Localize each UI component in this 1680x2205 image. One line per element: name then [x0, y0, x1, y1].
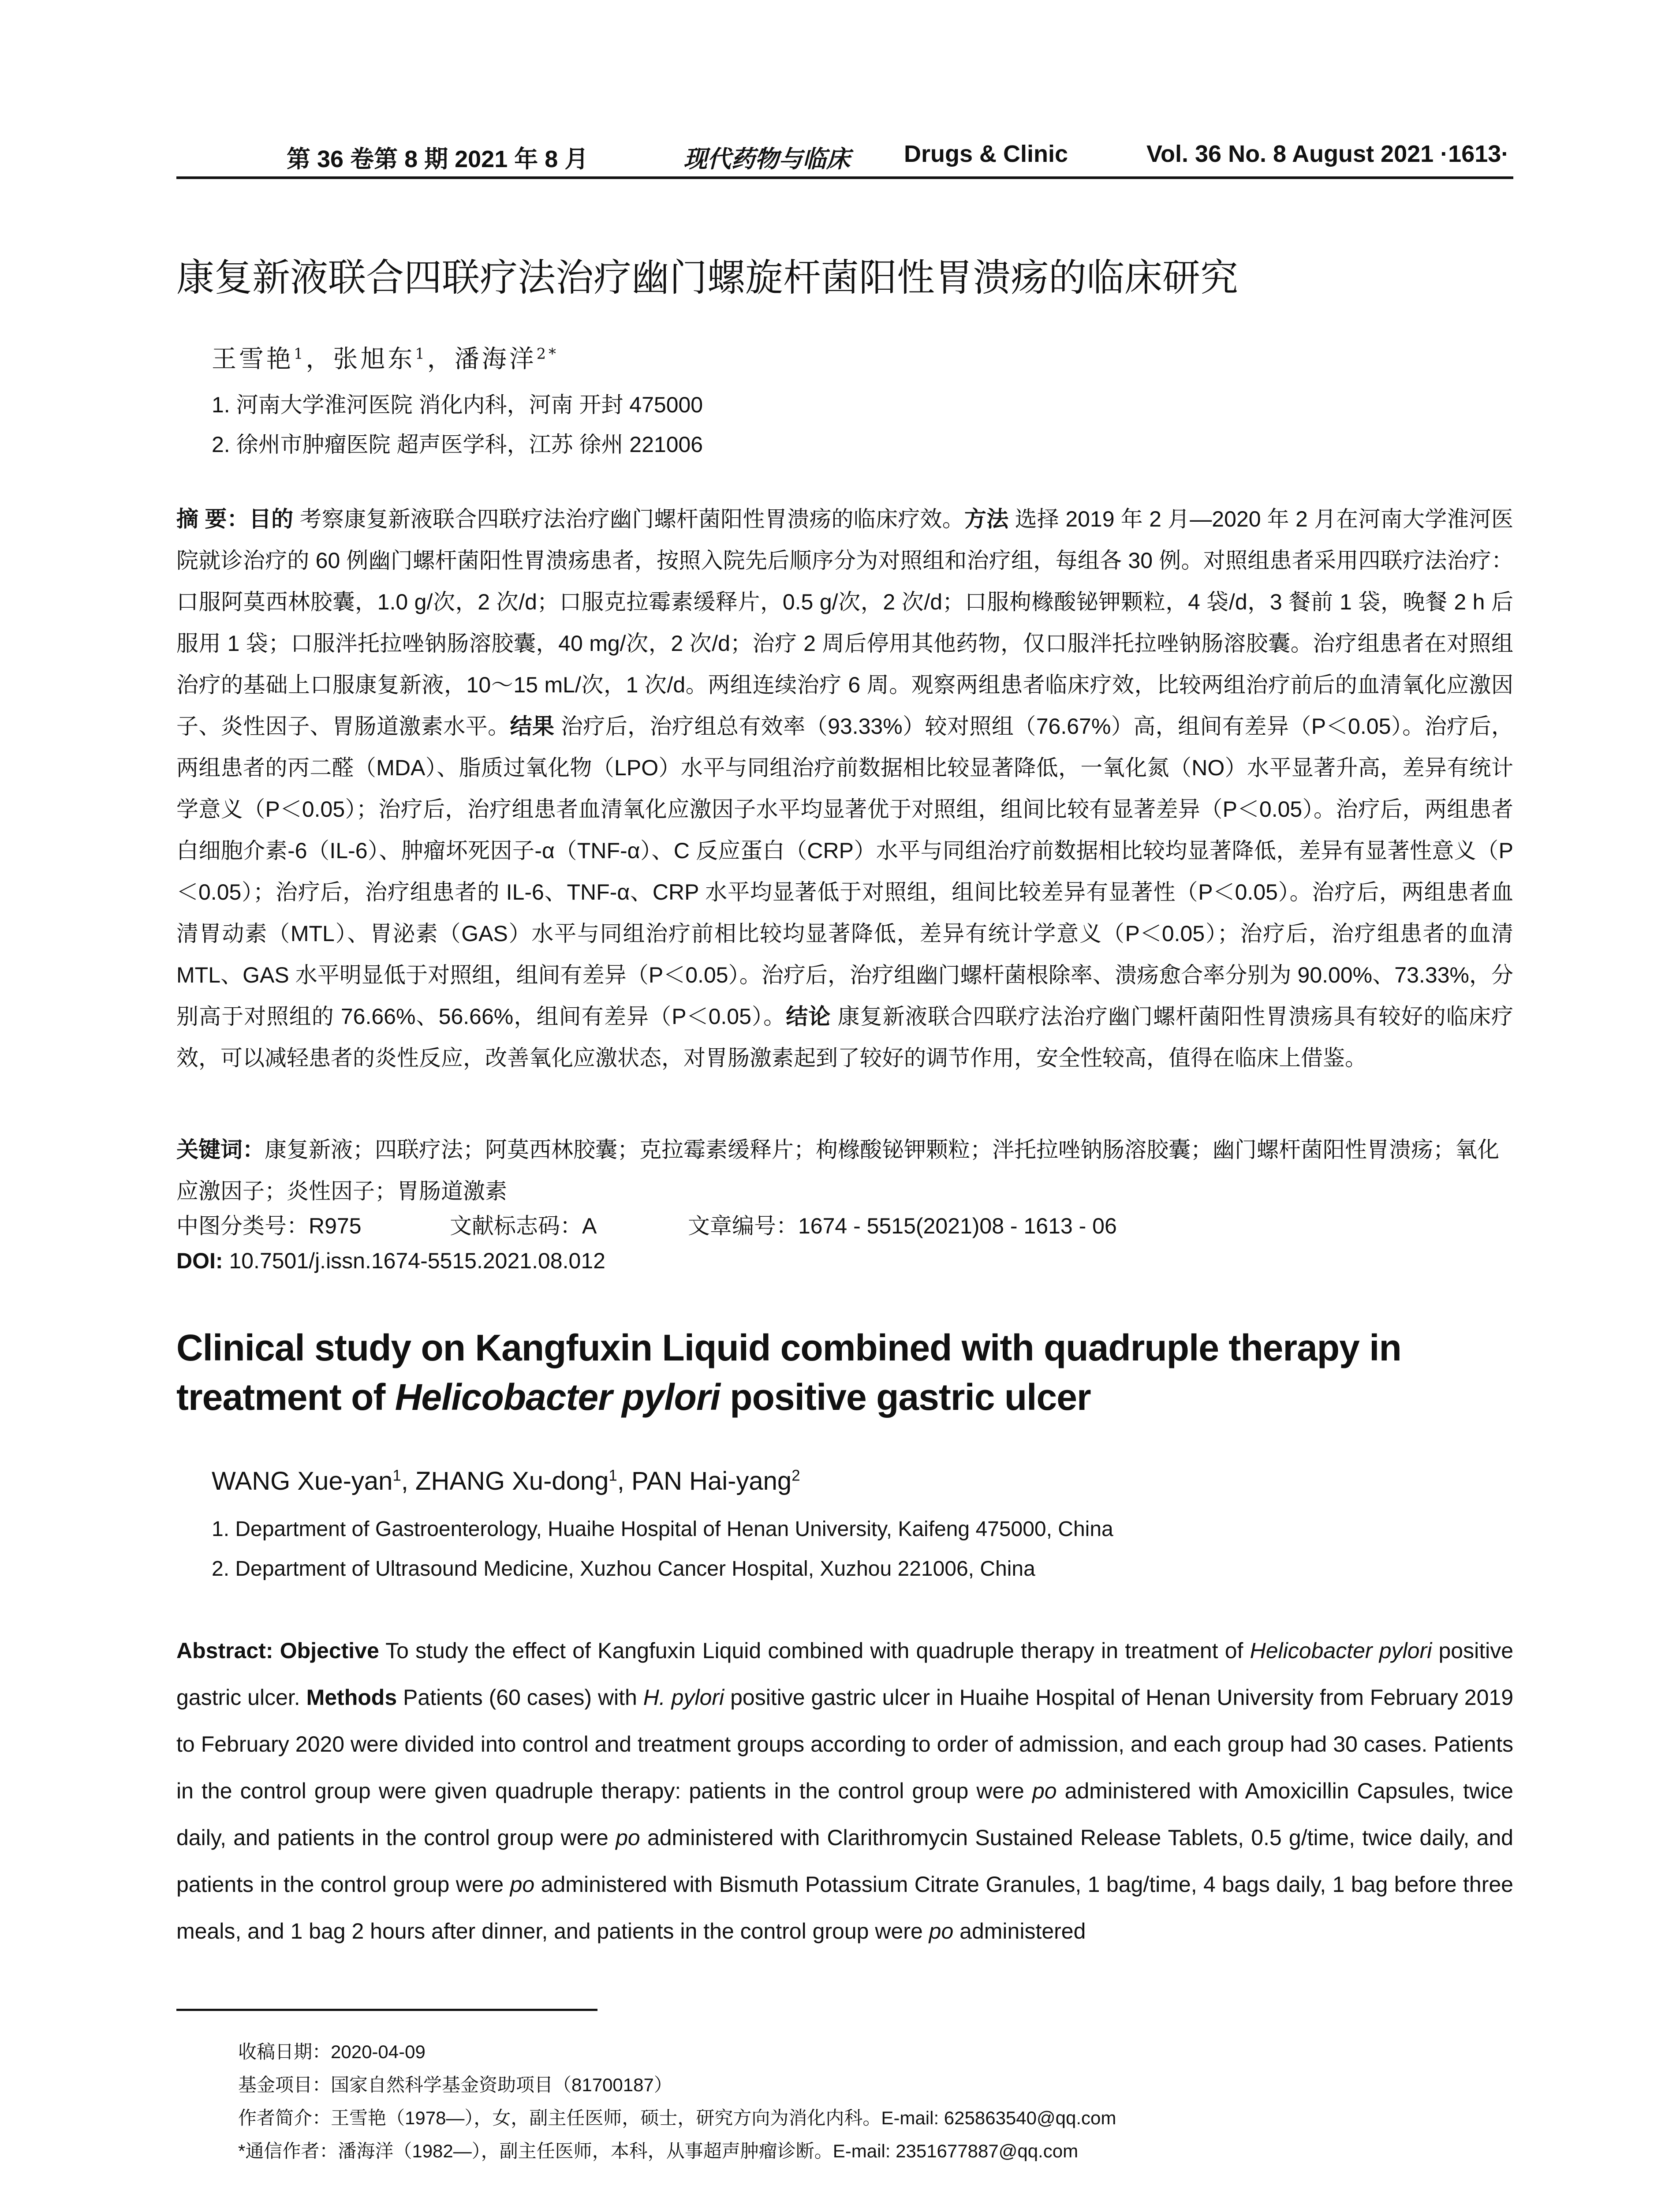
header-journal-en: Drugs & Clinic — [904, 141, 1068, 167]
title-en-italic: Helicobacter pylori — [395, 1376, 720, 1418]
po-italic: po — [929, 1919, 954, 1943]
doi-value: 10.7501/j.issn.1674-5515.2021.08.012 — [223, 1248, 605, 1273]
abstract-cn-label: 摘 要： — [176, 507, 249, 531]
methods-en-text: administered — [953, 1919, 1086, 1943]
article-title-en — [176, 1323, 1513, 1422]
affiliation-cn-2: 2. 徐州市肿瘤医院 超声医学科，江苏 徐州 221006 — [212, 432, 703, 457]
author-name: 潘海洋 — [454, 345, 537, 374]
objective-text: 考察康复新液联合四联疗法治疗幽门螺杆菌阳性胃溃疡的临床疗效。 — [293, 507, 965, 531]
results-text: 治疗后，治疗组总有效率（93.33%）较对照组（76.67%）高，组间有差异（P＜0.05）。治疗后，两组患者的丙二醛（MDA）、脂质过氧化物（LPO）水平与同组治疗前数据相比较显著降低，一氧化氮（NO）水平显著升高，差异有统计学意义（P＜0.05）；治疗后，治疗组患者血清氧化应激因子水平均显著优于对照组，组间比较有显著差异（P＜0.05）。治疗后，两组患者白细胞介素-6（IL-6）、肿瘤坏死因子-α（TNF-α）、C 反应蛋白（CRP）水平与同组治疗前数据相比较均显著降低，差异有显著性意义（P＜0.05）；治疗后，治疗组患者的 IL-6、TNF-α、CRP 水平均显著低于对照组，组间比较差异有显著性（P＜0.05）。治疗后，两组患者血清胃动素（MTL）、胃泌素（GAS）水平与同组治疗前相比较均显著降低，差异有统计学意义（P＜0.05）；治疗后，治疗组患者的血清 MTL、GAS 水平明显低于对照组，组间有差异（P＜0.05）。治疗后，治疗组幽门螺杆菌根除率、溃疡愈合率分别为 90.00%、73.33%，分别高于对照组的 76.66%、56.66%，组间有差异（P＜0.05）。 — [176, 714, 1514, 1029]
author-sup: 1 — [415, 345, 427, 363]
keywords-cn — [176, 1129, 1513, 1212]
abstract-en — [176, 1627, 1513, 1955]
conclusion-label: 结论 — [786, 1004, 831, 1029]
doi-label: DOI: — [176, 1248, 223, 1273]
doc-code: 文献标志码：A — [450, 1214, 597, 1238]
methods-en-label: Methods — [306, 1685, 397, 1710]
author-sup: 1 — [609, 1467, 617, 1484]
footnote-received: 收稿日期：2020-04-09 — [238, 2041, 426, 2062]
author-name: , PAN Hai-yang — [617, 1467, 792, 1495]
author-name: , ZHANG Xu-dong — [401, 1467, 609, 1495]
header-issue-cn: 第 36 卷第 8 期 2021 年 8 月 — [287, 146, 589, 172]
keywords-text: 康复新液；四联疗法；阿莫西林胶囊；克拉霉素缓释片；枸橼酸铋钾颗粒；泮托拉唑钠肠溶胶囊；幽门螺杆菌阳性胃溃疡；氧化应激因子；炎性因子；胃肠道激素 — [176, 1137, 1499, 1203]
objective-en-text: positive gastric ulcer. — [176, 1638, 1513, 1710]
header-journal-cn: 现代药物与临床 — [683, 145, 850, 173]
header-rule — [176, 176, 1513, 179]
article-number: 文章编号：1674 - 5515(2021)08 - 1613 - 06 — [688, 1214, 1117, 1238]
author-sup: 1 — [294, 345, 306, 363]
po-italic: po — [1032, 1779, 1057, 1803]
keywords-label: 关键词： — [176, 1137, 265, 1162]
objective-label: 目的 — [249, 507, 294, 531]
footnote-corresponding: *通信作者：潘海洋（1982—），副主任医师，本科，从事超声肿瘤诊断。E-mail: 2351677887@qq.com — [238, 2141, 1079, 2161]
objective-en-text: To study the effect of Kangfuxin Liquid combined with quadruple therapy in treatment of — [379, 1638, 1250, 1663]
abstract-en-label: Abstract: Objective — [176, 1638, 379, 1663]
authors-cn: 王雪艳$^1$，张旭东$^1$，潘海洋$^{2*}$ — [212, 345, 559, 374]
methods-en-text: administered with Bismuth Potassium Citrate Granules, 1 bag/time, 4 bags daily, 1 bag before three meals, and 1 bag 2 hours after dinner, and patients in the control group were — [176, 1872, 1513, 1943]
running-header — [176, 140, 1509, 176]
title-en-part: Clinical study on Kangfuxin Liquid combined with quadruple therapy in treatment of — [176, 1327, 1401, 1418]
po-italic: po — [510, 1872, 535, 1897]
methods-en-text: administered with Amoxicillin Capsules, twice daily, and patients in the control group were — [176, 1779, 1513, 1850]
objective-en-italic: Helicobacter pylori — [1250, 1638, 1432, 1663]
affiliation-en-2: 2. Department of Ultrasound Medicine, Xuzhou Cancer Hospital, Xuzhou 221006, China — [212, 1557, 1035, 1581]
author-name: WANG Xue-yan — [212, 1467, 393, 1495]
po-italic: po — [616, 1825, 640, 1850]
methods-en-text: administered with Clarithromycin Sustained Release Tablets, 0.5 g/time, twice daily, and patients in the control group were — [176, 1825, 1513, 1897]
author-name: 张旭东 — [333, 345, 415, 374]
title-en-part: positive gastric ulcer — [720, 1376, 1091, 1418]
clc-code: 中图分类号：R975 — [176, 1214, 362, 1238]
author-sup: 2* — [536, 345, 559, 363]
footnote-author-bio: 作者简介：王雪艳（1978—），女，副主任医师，硕士，研究方向为消化内科。E-mail: 625863540@qq.com — [238, 2108, 1116, 2128]
results-label: 结果 — [510, 714, 555, 739]
footnote-rule — [176, 2009, 597, 2011]
methods-en-text: Patients (60 cases) with — [397, 1685, 643, 1710]
doi — [176, 1248, 605, 1274]
conclusion-text: 康复新液联合四联疗法治疗幽门螺杆菌阳性胃溃疡具有较好的临床疗效，可以减轻患者的炎性反应，改善氧化应激状态，对胃肠激素起到了较好的调节作用，安全性较高，值得在临床上借鉴。 — [176, 1004, 1514, 1070]
affiliation-cn-1: 1. 河南大学淮河医院 消化内科，河南 开封 475000 — [212, 392, 703, 417]
abstract-cn — [176, 498, 1513, 1079]
classification-line — [176, 1208, 1117, 1240]
authors-en — [212, 1466, 800, 1496]
author-name: 王雪艳 — [212, 345, 294, 374]
header-issue-en: Vol. 36 No. 8 August 2021 ·1613· — [1146, 141, 1509, 167]
methods-label: 方法 — [964, 507, 1009, 531]
footnote-fund: 基金项目：国家自然科学基金资助项目（81700187） — [238, 2074, 672, 2095]
methods-en-italic: H. pylori — [643, 1685, 724, 1710]
author-sup: 1 — [392, 1467, 401, 1484]
methods-en-text: positive gastric ulcer in Huaihe Hospital of Henan University from February 2019 to February 2020 were divided into control and treatment groups according to order of admission, and each group had 30 cases. Patients in the control group were given quadruple therapy: patients in the control group were — [176, 1685, 1514, 1803]
methods-text: 选择 2019 年 2 月—2020 年 2 月在河南大学淮河医院就诊治疗的 60 例幽门螺杆菌阳性胃溃疡患者，按照入院先后顺序分为对照组和治疗组，每组各 30 例。对照组患者采用四联疗法治疗：口服阿莫西林胶囊，1.0 g/次，2 次/d；口服克拉霉素缓释片，0.5 g/次，2 次/d；口服枸橼酸铋钾颗粒，4 袋/d，3 餐前 1 袋，晚餐 2 h 后服用 1 袋；口服泮托拉唑钠肠溶胶囊，40 mg/次，2 次/d；治疗 2 周后停用其他药物，仅口服泮托拉唑钠肠溶胶囊。治疗组患者在对照组治疗的基础上口服康复新液，10～15 mL/次，1 次/d。两组连续治疗 6 周。观察两组患者临床疗效，比较两组治疗前后的血清氧化应激因子、炎性因子、胃肠道激素水平。 — [176, 507, 1514, 739]
article-title-cn: 康复新液联合四联疗法治疗幽门螺旋杆菌阳性胃溃疡的临床研究 — [176, 256, 1238, 300]
author-sup: 2 — [791, 1467, 800, 1484]
affiliation-en-1: 1. Department of Gastroenterology, Huaihe Hospital of Henan University, Kaifeng 475000, China — [212, 1517, 1113, 1541]
